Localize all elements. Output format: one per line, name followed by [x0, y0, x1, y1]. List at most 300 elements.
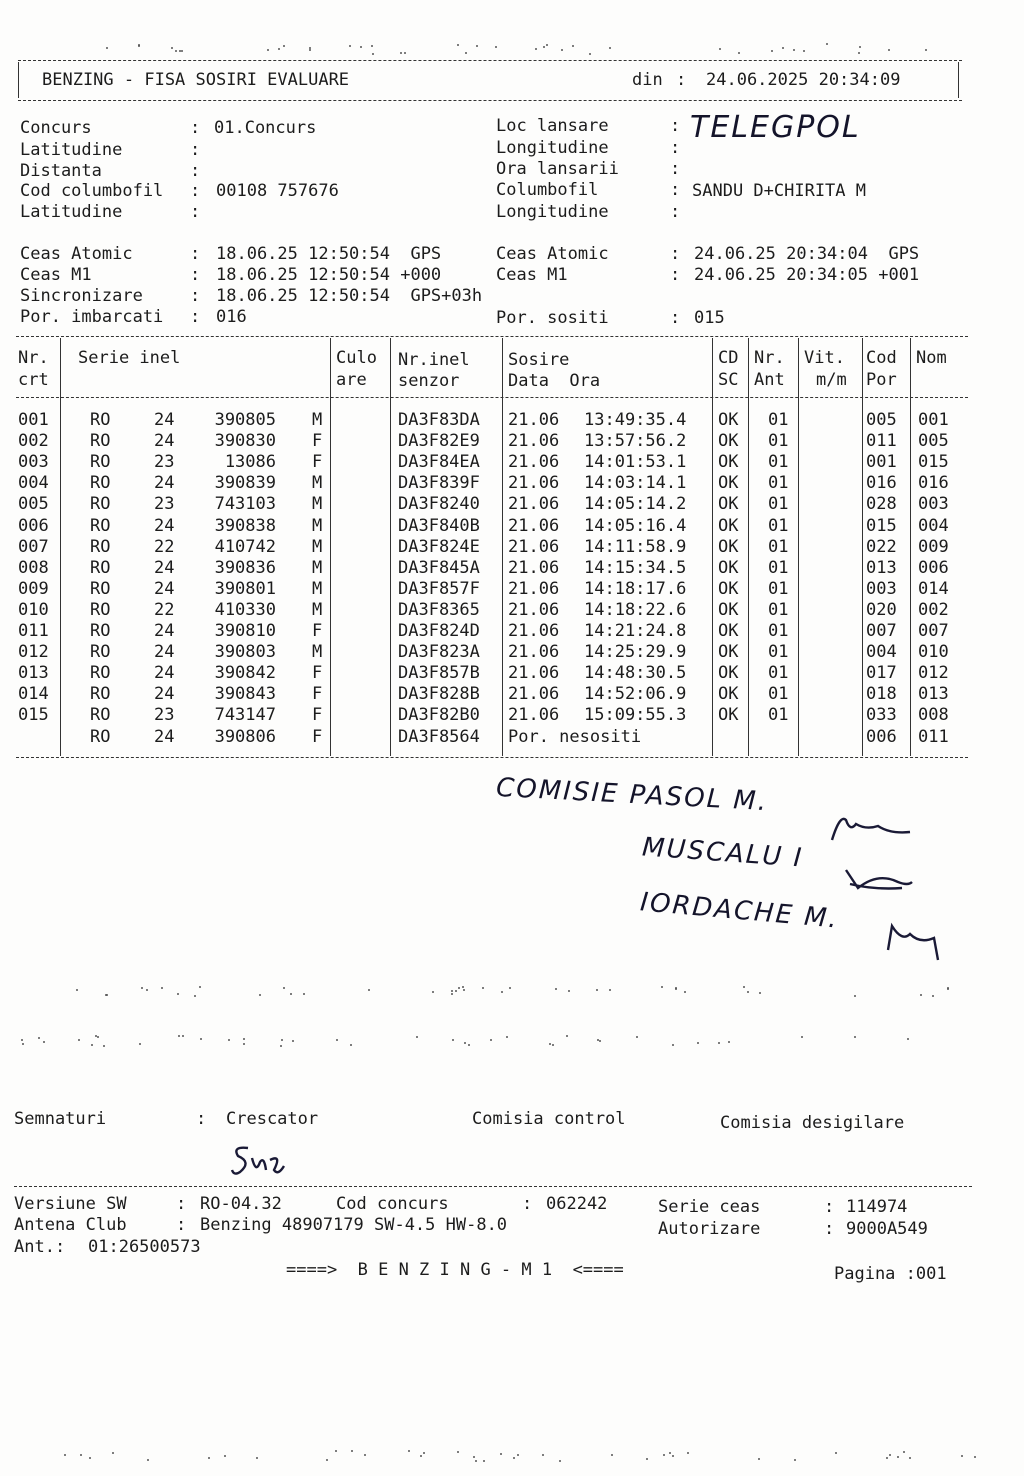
clock-value: 18.06.25 12:50:54 +000 [216, 265, 442, 285]
col-header-senzor: senzor [398, 371, 460, 391]
speck [549, 1043, 551, 1045]
speck [793, 49, 795, 51]
cell-cod: 017 [866, 663, 897, 684]
col-header-sc: SC [718, 370, 739, 390]
clock-colon: : [670, 244, 681, 264]
cell-tara: RO [90, 705, 111, 726]
speck [947, 988, 949, 990]
cell-cdsc: OK [718, 557, 739, 578]
cell-inel: 390803 [214, 642, 276, 663]
speck [171, 47, 173, 49]
speck [351, 1450, 353, 1452]
cell-nom: 015 [918, 452, 949, 473]
speck [335, 1450, 337, 1452]
speck [175, 50, 177, 52]
speck [349, 45, 351, 47]
cell-senzor: DA3F840B [398, 515, 480, 536]
speck [747, 991, 749, 993]
cell-senzor: DA3F8564 [398, 726, 480, 747]
cell-data: 21.06 [508, 705, 560, 726]
speck [243, 1038, 245, 1040]
speck [932, 995, 934, 997]
speck [490, 1039, 492, 1041]
speck [974, 1456, 976, 1458]
clock-value: 18.06.25 12:50:54 GPS+03h [216, 286, 483, 306]
info-label: Longitudine [496, 202, 609, 222]
date-label: din [632, 70, 663, 90]
speck [566, 1035, 568, 1037]
cell-nr: 001 [18, 410, 49, 430]
cell-senzor: DA3F8365 [398, 599, 480, 620]
cell-cdsc: OK [718, 663, 739, 684]
speck [336, 1039, 338, 1041]
cell-nom: 016 [918, 473, 949, 494]
cell-nr: 010 [18, 599, 49, 620]
speck [112, 1452, 114, 1454]
speck [372, 53, 374, 55]
cell-tara: RO [90, 684, 111, 705]
speck [364, 1454, 366, 1456]
cell-senzor: DA3F839F [398, 473, 480, 494]
cod-concurs-value: 062242 [546, 1194, 608, 1214]
col-header-vit: Vit. [804, 348, 845, 368]
cell-ant: 01 [768, 663, 789, 684]
clock-value: 24.06.25 20:34:04 GPS [694, 244, 920, 264]
cell-cdsc: OK [718, 431, 739, 452]
cell-an: 24 [154, 515, 175, 536]
cell-ant: 01 [768, 494, 789, 515]
speck [889, 1454, 891, 1456]
speck [925, 49, 927, 51]
speck [646, 1458, 648, 1460]
cell-ora: 14:18:17.6 [584, 578, 687, 599]
speck [283, 987, 285, 989]
cell-tara: RO [90, 663, 111, 684]
cell-data: 21.06 [508, 642, 560, 663]
speck [801, 1036, 803, 1038]
cell-nom: 004 [918, 515, 949, 536]
cell-inel: 390810 [214, 621, 276, 641]
cell-an: 22 [154, 599, 175, 620]
speck [572, 45, 574, 47]
speck [495, 46, 497, 48]
cell-sex: F [312, 663, 323, 684]
clock-label: Ceas Atomic [20, 244, 133, 264]
cell-data: 21.06 [508, 599, 560, 620]
table-row [16, 516, 976, 537]
cell-ant: 01 [768, 473, 789, 494]
cell-an: 24 [154, 642, 175, 663]
speck [476, 45, 478, 47]
speck [609, 989, 611, 991]
report-title: BENZING - FISA SOSIRI EVALUARE [42, 70, 350, 90]
speck [243, 1043, 245, 1045]
speck [457, 44, 459, 46]
cell-tara: RO [90, 536, 111, 557]
cell-tara: RO [90, 431, 111, 452]
cell-nom: 010 [918, 642, 949, 663]
table-row [16, 410, 976, 431]
clock-label: Ceas Atomic [496, 244, 609, 264]
cell-an: 23 [154, 705, 175, 726]
cell-sex: F [312, 621, 323, 641]
cell-tara: RO [90, 410, 111, 430]
info-label: Cod columbofil [20, 181, 164, 201]
info-colon: : [670, 116, 681, 136]
cod-concurs-label: Cod concurs [336, 1194, 449, 1214]
cell-data: 21.06 [508, 557, 560, 578]
cell-nr: 014 [18, 684, 49, 705]
speck [228, 1039, 230, 1041]
clock-colon: : [670, 308, 681, 328]
speck [835, 1452, 837, 1454]
info-colon: : [190, 202, 201, 222]
table-row [16, 473, 976, 494]
speck [360, 46, 362, 48]
speck [473, 1456, 475, 1458]
speck [475, 1460, 477, 1462]
cell-inel: 410742 [214, 536, 276, 557]
cell-inel: 743103 [214, 494, 276, 515]
speck [182, 1035, 184, 1037]
speck [224, 1455, 226, 1457]
cell-nom: 011 [918, 726, 949, 747]
cell-data: 21.06 [508, 578, 560, 599]
info-label: Columbofil [496, 180, 599, 200]
col-header-nr-inel: Nr.inel [398, 350, 470, 370]
speck [283, 45, 285, 47]
cell-data: 21.06 [508, 473, 560, 494]
cell-senzor: DA3F8240 [398, 494, 480, 515]
cell-cod: 013 [866, 557, 897, 578]
cell-ant: 01 [768, 705, 789, 726]
serie-ceas-value: 114974 [846, 1197, 908, 1217]
speck [771, 50, 773, 52]
col-header-nr: Nr. [18, 348, 49, 368]
table-row [16, 431, 976, 452]
cell-cdsc: OK [718, 621, 739, 641]
cell-cod: 016 [866, 473, 897, 494]
cell-nr: 012 [18, 642, 49, 663]
cell-cdsc: OK [718, 410, 739, 430]
speck [416, 1036, 418, 1038]
cell-cdsc: OK [718, 473, 739, 494]
cell-sex: F [312, 705, 323, 726]
cell-ant: 01 [768, 452, 789, 473]
cell-nr: 006 [18, 515, 49, 536]
col-header-culoare-2: are [336, 370, 367, 390]
cell-nom: 006 [918, 557, 949, 578]
cell-cdsc: OK [718, 515, 739, 536]
clock-colon: : [190, 307, 201, 327]
speck [400, 52, 402, 54]
info-label: Loc lansare [496, 116, 609, 136]
speck [178, 1035, 180, 1037]
cell-nr: 009 [18, 578, 49, 599]
speck [611, 1454, 613, 1456]
speck [743, 986, 745, 988]
cell-senzor: DA3F828B [398, 684, 480, 705]
cell-nom: 001 [918, 410, 949, 430]
info-label: Latitudine [20, 202, 123, 222]
table-row [16, 684, 976, 705]
speck [80, 1454, 82, 1456]
table-row [16, 663, 976, 684]
speck [457, 1451, 459, 1453]
speck [920, 994, 922, 996]
cell-ora: 14:03:14.1 [584, 473, 687, 494]
speck [141, 987, 143, 989]
cell-data: 21.06 [508, 515, 560, 536]
antena-value: Benzing 48907179 SW-4.5 HW-8.0 [200, 1215, 508, 1235]
speck [513, 1457, 515, 1459]
col-header-crt: crt [18, 370, 49, 390]
speck [599, 1040, 601, 1042]
cell-cod: 020 [866, 599, 897, 620]
speck [501, 991, 503, 993]
cell-inel: 13086 [224, 452, 276, 473]
speck [854, 995, 856, 997]
cell-cdsc: OK [718, 578, 739, 599]
cell-senzor: DA3F857F [398, 578, 480, 599]
clock-label: Sincronizare [20, 286, 143, 306]
commission-line-3: IORDACHE M. [639, 887, 841, 935]
table-row [16, 494, 976, 515]
cell-data: 21.06 [508, 663, 560, 684]
speck [179, 50, 181, 52]
cell-inel: 390839 [214, 473, 276, 494]
serie-ceas-label: Serie ceas [658, 1197, 761, 1217]
info-label: Concurs [20, 118, 92, 138]
cell-an: 24 [154, 473, 175, 494]
speck [568, 990, 570, 992]
cell-senzor: DA3F824D [398, 621, 480, 641]
cell-cod: 015 [866, 515, 897, 536]
cell-cod: 018 [866, 684, 897, 705]
speck [546, 44, 548, 46]
speck [672, 1455, 674, 1457]
cell-an: 24 [154, 578, 175, 599]
breeder-signature [226, 1136, 296, 1186]
fancier-name: SANDU D+CHIRITA M [692, 181, 866, 201]
table-row [16, 579, 976, 600]
versiune-value: RO-04.32 [200, 1194, 282, 1214]
speck [687, 1452, 689, 1454]
cell-cod: 006 [866, 726, 897, 747]
signatures-label: Semnaturi [14, 1109, 107, 1129]
speck [509, 987, 511, 989]
benzing-banner: ====> B E N Z I N G - M 1 <==== [286, 1260, 624, 1280]
speck [661, 986, 663, 988]
info-label: Longitudine [496, 138, 609, 158]
cell-an: 24 [154, 663, 175, 684]
cell-ora: 14:25:29.9 [584, 642, 687, 663]
speck [408, 1450, 410, 1452]
cell-data: 21.06 [508, 410, 560, 430]
speck [483, 1460, 485, 1462]
speck [146, 989, 148, 991]
cell-nr: 003 [18, 452, 49, 473]
cell-nr: 011 [18, 621, 49, 641]
signature-scribble-3 [880, 916, 950, 966]
autorizare-value: 9000A549 [846, 1219, 928, 1239]
ant-value: 01:26500573 [88, 1237, 201, 1257]
cell-ora: 14:15:34.5 [584, 557, 687, 578]
footer-colon: : [176, 1215, 187, 1235]
cell-cod: 003 [866, 578, 897, 599]
cell-inel: 390842 [214, 663, 276, 684]
speck [452, 1039, 454, 1041]
cell-senzor: DA3F824E [398, 536, 480, 557]
speck [482, 987, 484, 989]
speck [463, 989, 465, 991]
col-header-culoare: Culo [336, 348, 377, 368]
speck [326, 1459, 328, 1461]
speck [854, 1036, 856, 1038]
clock-colon: : [670, 265, 681, 285]
speck [468, 1044, 470, 1046]
speck [371, 45, 373, 47]
info-label: Ora lansarii [496, 159, 619, 179]
speck [89, 1457, 91, 1459]
cell-tara: RO [90, 642, 111, 663]
report-datetime: 24.06.2025 20:34:09 [706, 70, 901, 90]
signature-scribble-2 [838, 860, 918, 900]
cell-inel: 390838 [214, 515, 276, 536]
cell-nom: 012 [918, 663, 949, 684]
speck [420, 1455, 422, 1457]
speck [139, 1043, 141, 1045]
speck [350, 1044, 352, 1046]
cell-cod: 004 [866, 642, 897, 663]
info-colon: : [190, 118, 201, 138]
col-header-por: Por [866, 370, 897, 390]
info-value: 01.Concurs [214, 118, 317, 138]
cell-senzor: DA3F823A [398, 642, 480, 663]
cell-data: 21.06 [508, 684, 560, 705]
speck [256, 1457, 258, 1459]
speck [106, 994, 108, 996]
table-row [16, 642, 976, 663]
cell-sex: M [312, 494, 323, 515]
speck [181, 50, 183, 52]
signature-scribble-1 [826, 810, 916, 850]
speck [697, 1042, 699, 1044]
cell-data: 21.06 [508, 452, 560, 473]
speck [208, 1457, 210, 1459]
cell-sex: M [312, 515, 323, 536]
cell-cod: 028 [866, 494, 897, 515]
cell-nom: 003 [918, 494, 949, 515]
speck [451, 990, 453, 992]
speck [794, 1459, 796, 1461]
info-colon: : [670, 159, 681, 179]
cell-ant: 01 [768, 642, 789, 663]
cell-senzor: DA3F84EA [398, 452, 480, 473]
col-header-data-ora: Data Ora [508, 371, 601, 391]
speck [888, 49, 890, 51]
speck [782, 47, 784, 49]
speck [22, 1043, 24, 1045]
commission-line-1: COMISIE PASOL M. [495, 772, 769, 818]
cell-cdsc: OK [718, 684, 739, 705]
speck [147, 1459, 149, 1461]
speck [897, 1456, 899, 1458]
cell-data: 21.06 [508, 621, 560, 641]
cell-cod: 001 [866, 452, 897, 473]
speck [552, 1044, 554, 1046]
speck [303, 993, 305, 995]
speck [281, 1039, 283, 1041]
clock-value: 016 [216, 307, 247, 327]
speck [500, 1453, 502, 1455]
cell-an: 24 [154, 684, 175, 705]
cell-sex: F [312, 431, 323, 452]
cell-nom: 008 [918, 705, 949, 726]
footer-colon: : [522, 1194, 533, 1214]
info-colon: : [670, 202, 681, 222]
cell-an: 24 [154, 621, 175, 641]
speck [78, 1039, 80, 1041]
versiune-label: Versiune SW [14, 1194, 127, 1214]
cell-ant: 01 [768, 557, 789, 578]
info-colon: : [190, 161, 201, 181]
speck [718, 1042, 720, 1044]
speck [106, 47, 108, 49]
cell-tara: RO [90, 621, 111, 641]
speck [759, 992, 761, 994]
speck [758, 1458, 760, 1460]
speck [280, 1045, 282, 1047]
speck [506, 1036, 508, 1038]
speck [465, 52, 467, 54]
speck [462, 986, 464, 988]
cell-sex: F [312, 452, 323, 473]
autorizare-label: Autorizare [658, 1219, 761, 1239]
cell-inel: 390836 [214, 557, 276, 578]
speck [161, 987, 163, 989]
speck [672, 1044, 674, 1046]
clock-colon: : [190, 286, 201, 306]
speck [826, 43, 828, 45]
cell-cod: 033 [866, 705, 897, 726]
cell-ant: 01 [768, 578, 789, 599]
speck [464, 1042, 466, 1044]
col-header-nom: Nom [916, 348, 947, 368]
cell-nom: 013 [918, 684, 949, 705]
cell-inel: 743147 [214, 705, 276, 726]
cell-cdsc: OK [718, 705, 739, 726]
speck [43, 1041, 45, 1043]
cell-nom: 005 [918, 431, 949, 452]
speck [451, 993, 453, 995]
cell-nr: 005 [18, 494, 49, 515]
table-row [16, 600, 976, 621]
speck [596, 989, 598, 991]
speck [561, 49, 563, 51]
speck [200, 1038, 202, 1040]
cell-ora: 13:57:56.2 [584, 431, 687, 452]
cell-nr: 002 [18, 431, 49, 452]
speck [636, 1036, 638, 1038]
cell-ant: 01 [768, 410, 789, 430]
page-number: Pagina :001 [834, 1264, 947, 1284]
speck [76, 989, 78, 991]
info-colon: : [670, 180, 681, 200]
speck [517, 1454, 519, 1456]
speck [803, 50, 805, 52]
comisia-control-label: Comisia control [472, 1109, 626, 1129]
